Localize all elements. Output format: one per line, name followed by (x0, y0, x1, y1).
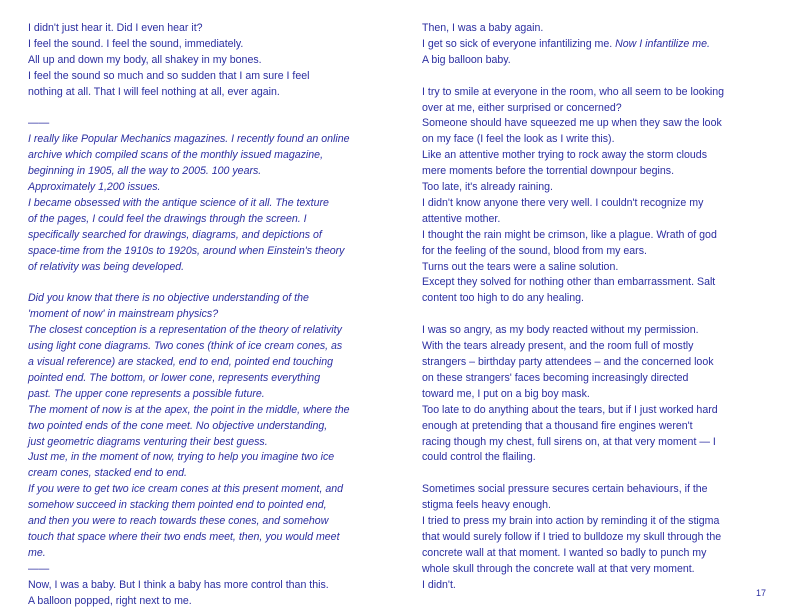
left-paragraph-popular-mechanics: I really like Popular Mechanics magazines. I recently found an online archive which compiled scans of the monthly issued magazine, beginning in 1905, all the way to 2005. 100 years. Approximately 1,200 issues. I became obsessed with the antique science of it all. The texture of the pages, I could feel the drawings through the screen. I specifically searched for drawings, diagrams, and depictions of space-time from the 1910s to 1920s, around when Einstein's theory of relativity was being developed. (28, 133, 350, 273)
paragraph-gap (28, 101, 380, 117)
right-paragraph-baby-again (422, 21, 774, 69)
right-paragraph-rain: I try to smile at everyone in the room, who all seem to be looking over at me, either surprised or concerned? Someone should have squeezed me up when they saw the look on my face (I feel the look as I write this). Like an attentive mother trying to rock away the storm clouds mere moments before the torrential downpour begins. Too late, it's already raining. I didn't know anyone there very well. I couldn't recognize my attentive mother. I thought the rain might be crimson, like a plague. Wrath of god for the feeling of the sound, blood from my ears. Turns out the tears were a saline solution. Except they solved for nothing other than embarrassment. Salt content too high to do any healing. (422, 85, 725, 305)
page-number: 17 (755, 588, 766, 598)
italic-emphasis: Now I infantilize me. (615, 37, 710, 50)
text-span: I get so sick of everyone infantilizing me. (422, 37, 616, 50)
section-divider: —— (28, 117, 50, 130)
paragraph-gap (422, 307, 774, 323)
left-paragraph-baby: Now, I was a baby. But I think a baby has more control than this. A balloon popped, right next to me. (28, 578, 329, 607)
left-paragraph-light-cones: Did you know that there is no objective understanding of the 'moment of now' in mainstream physics? The closest conception is a representation of the theory of relativity using light cone diagrams. Two cones (think of ice cream cones, as a visual reference) are stacked, end to end, pointed end touching pointed end. The bottom, or lower cone, represents everything past. The upper cone represents a possible future. The moment of now is at the apex, the point in the middle, where the two pointed ends of the cone meet. No objective understanding, just geometric diagrams venturing their best guess. Just me, in the moment of now, trying to help you imagine two ice cream cones, stacked end to end. If you were to get two ice cream cones at this present moment, and somehow succeed in stacking them pointed end to pointed end, and then you were to reach towards these cones, and somehow touch that space where their two ends meet, then, you would meet me. (28, 292, 350, 559)
left-paragraph-sound: I didn't just hear it. Did I even hear it? I feel the sound. I feel the sound, immediately. All up and down my body, all shakey in my bones. I feel the sound so much and so sudden that I am sure I feel nothing at all. That I will feel nothing at all, ever again. (28, 22, 310, 98)
section-divider: —— (28, 562, 50, 575)
text-line: Then, I was a baby again. (422, 22, 544, 34)
right-paragraph-angry: I was so angry, as my body reacted without my permission. With the tears already present, and the room full of mostly strangers – birthday party attendees – and the concerned look on these strangers' faces becoming increasingly directed toward me, I put on a big boy mask. Too late to do anything about the tears, but if I just worked hard enough at pretending that a thousand fire engines weren't racing though my chest, full sirens on, at that very moment — I could control the flailing. (422, 324, 718, 464)
right-column (422, 21, 774, 594)
paragraph-gap (422, 466, 774, 482)
left-column (28, 21, 380, 610)
text-line: A big balloon baby. (422, 53, 511, 66)
paragraph-gap (28, 275, 380, 291)
paragraph-gap (422, 69, 774, 85)
right-paragraph-stigma: Sometimes social pressure secures certain behaviours, if the stigma feels heavy enough. I tried to press my brain into action by reminding it of the stigma that would surely follow if I tried to bulldoze my skull through the concrete wall at that moment. I wanted so badly to punch my whole skull through the concrete wall at that very moment. I didn't. (422, 483, 722, 591)
